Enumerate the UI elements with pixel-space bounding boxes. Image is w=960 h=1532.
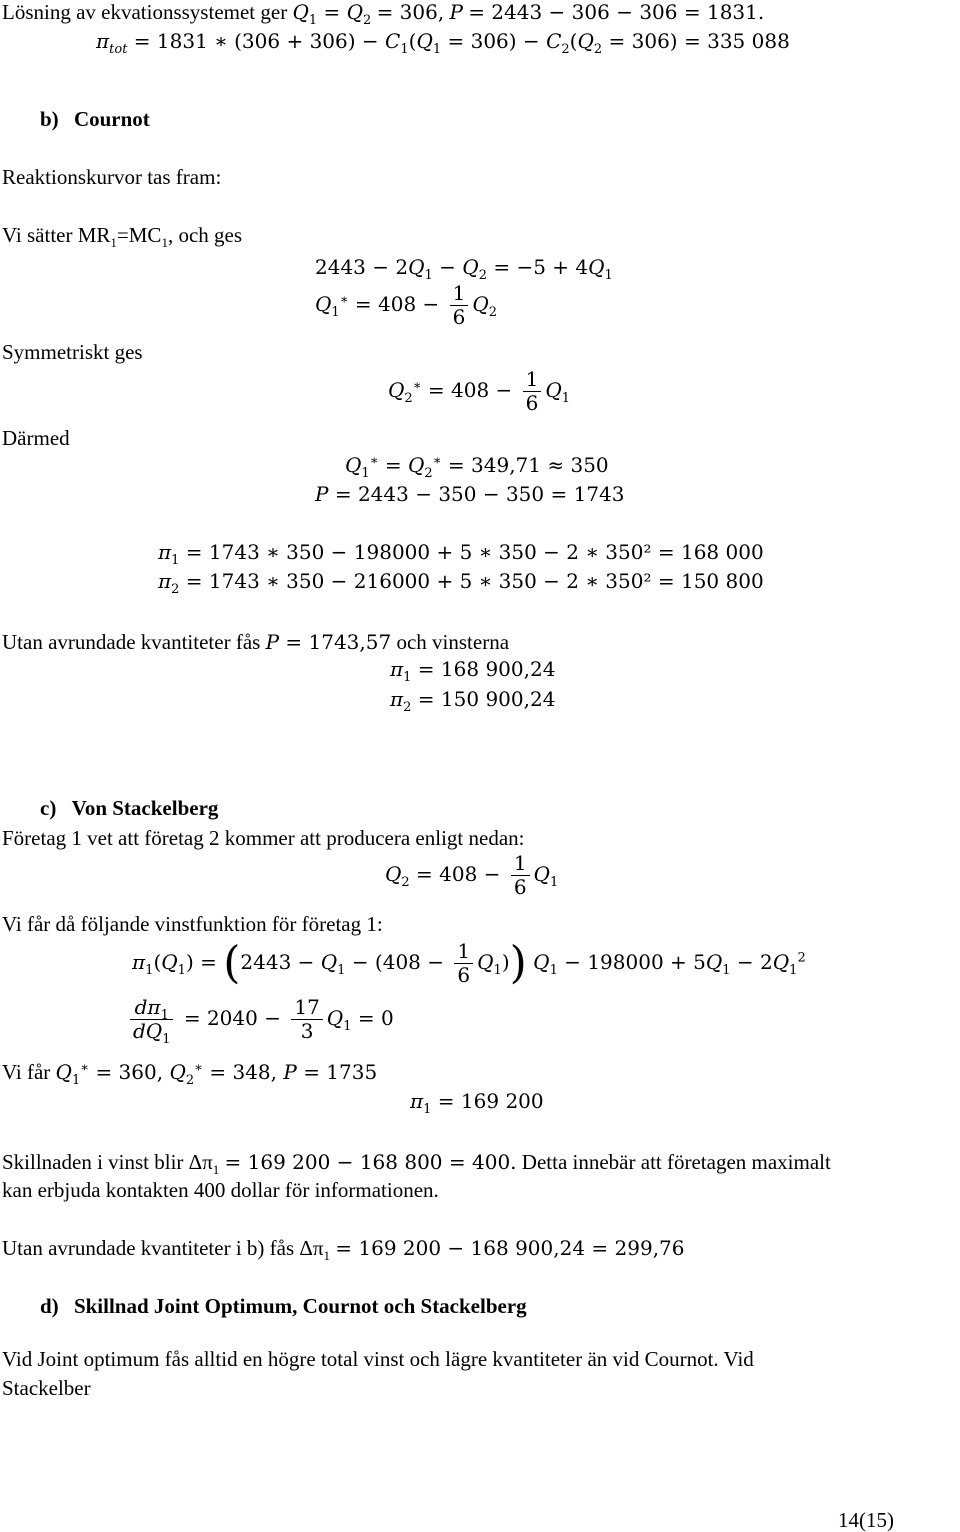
- leader-profit: $\pi_1 = 169$ 200: [410, 1089, 544, 1117]
- solution-value: = 306,: [376, 0, 445, 24]
- heading-stackelberg: c) Von Stackelberg: [40, 796, 219, 820]
- price-line: P = 2443 − 350 − 350 = 1743: [315, 482, 625, 506]
- unrounded-difference: Utan avrundade kvantiteter i b) fås $\Delta\pi_1 = 169$ 200 − 168 900,24 = 299,76: [2, 1236, 685, 1264]
- stackelberg-intro: Företag 1 vet att företag 2 kommer att producera enligt nedan:: [2, 826, 525, 850]
- profit1-line: $\pi_1 = 1743$ ∗ 350 − 198000 + 5 ∗ 350 − 2 ∗ 350² = 168 000: [158, 540, 764, 568]
- set-mr-mc: Vi sätter $MR_1=MC_1$, och ges: [2, 223, 243, 251]
- stackelberg-result: Vi får $Q_1^∗ = 360$, $Q_2^∗ = 348$, P = 1735: [2, 1060, 378, 1088]
- unrounded-profit1: $\pi_1 = 168$ 900,24: [390, 657, 556, 685]
- heading-cournot: b) Cournot: [40, 107, 150, 131]
- profit-fn-intro: Vi får då följande vinstfunktion för företag 1:: [2, 912, 383, 936]
- heading-comparison: d) Skillnad Joint Optimum, Cournot och Stackelberg: [40, 1294, 527, 1318]
- comparison-text-2: Stackelber: [2, 1376, 91, 1400]
- therefore-label: Därmed: [2, 426, 70, 450]
- symmetric-label: Symmetriskt ges: [2, 340, 143, 364]
- foc-cournot: $2443 - 2Q_1 - Q_2 = -5 + 4Q_1$: [315, 255, 613, 283]
- intro-text: Lösning av ekvationssystemet ger: [2, 0, 288, 24]
- leader-profit-function: $\pi_1(Q_1) = (2443 - Q_1 - (408$ − $\frac{1}{6}$ $Q_1$)) $Q_1 - 198000 + 5Q_1 - 2Q_1^2$: [132, 937, 806, 989]
- reaction-q2: $Q_2^∗ = 408$ − $\frac{1}{6}$ $Q_1$: [388, 367, 571, 415]
- follower-reaction: $Q_2 = 408$ − $\frac{1}{6}$ $Q_1$: [385, 851, 559, 899]
- comparison-text-1: Vid Joint optimum fås alltid en högre total vinst och lägre kvantiteter än vid Cournot. Vid: [2, 1347, 754, 1371]
- difference-line: Skillnaden i vinst blir $\Delta\pi_1 = 169$ 200 − 168 800 = 400. Detta innebär att företagen maximalt: [2, 1150, 831, 1178]
- page-number: 14(15): [838, 1508, 894, 1532]
- total-profit-line: $\pi_{tot} = 1831$ ∗ $(306 + 306) - C_1(Q_1 = 306) - C_2(Q_2 = 306) = 335$ 088: [96, 29, 790, 57]
- reaction-q1: $Q_1^∗ = 408$ − $\frac{1}{6}$ $Q_2$: [315, 281, 498, 329]
- difference-line-2: kan erbjuda kontakten 400 dollar för informationen.: [2, 1178, 439, 1202]
- equilibrium-line: $Q_1^∗ = Q_2^∗ = 349,71 \approx 350$: [345, 453, 609, 481]
- unrounded-profit2: $\pi_2 = 150$ 900,24: [390, 687, 556, 715]
- reaction-intro: Reaktionskurvor tas fram:: [2, 165, 222, 189]
- intro-line: Lösning av ekvationssystemet ger $Q_1 = Q_2 = 306$, P = 2443 − 306 − 306 = 1831.: [2, 0, 765, 28]
- leader-foc: $\frac{d\pi_1}{dQ_1}$ = 2040 − $\frac{17}{3}$ $Q_1 = 0$: [130, 996, 394, 1043]
- unrounded-line: Utan avrundade kvantiteter fås P = 1743,57 och vinsterna: [2, 630, 510, 654]
- price-value: = 2443 − 306 − 306 = 1831.: [468, 0, 765, 24]
- profit2-line: $\pi_2 = 1743$ ∗ 350 − 216000 + 5 ∗ 350 − 2 ∗ 350² = 150 800: [158, 569, 764, 597]
